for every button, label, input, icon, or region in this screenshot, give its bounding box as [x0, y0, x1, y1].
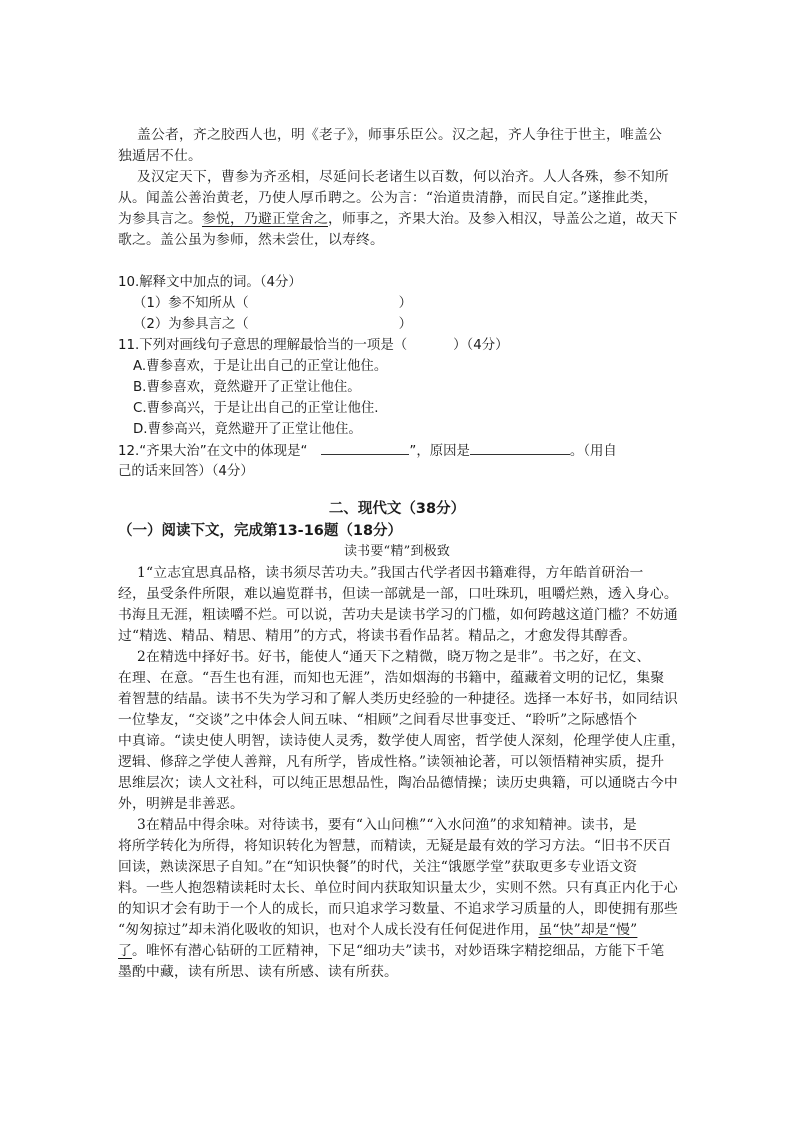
article-segment: “匆匆掠过”却未消化吸收的知识，也对个人成长没有任何促进作用，: [118, 922, 539, 938]
question-label: ”，原因是: [409, 444, 470, 459]
question-12: [118, 440, 617, 463]
question-label: （1）参不知所从（: [133, 296, 249, 311]
article-line: 书海且无涯，粗读嚼不烂。可以说，苦功夫是读书学习的门槛，如何跨越这道门槛？不妨通: [118, 607, 678, 623]
close-paren: ）: [398, 296, 413, 311]
question-11-title: [118, 335, 509, 357]
question-label: 。（用自: [569, 444, 617, 459]
article-line: 中真谛。“读史使人明智，读诗使人灵秀，数学使人周密，哲学使人深刻，伦理学使人庄重，: [118, 733, 686, 749]
article-line: 在理、在意。“吾生也有涯，而知也无涯”，浩如烟海的书籍中，蕴藏着文明的记忆，集聚: [118, 670, 665, 686]
classical-text-segment: ，师事之，齐果大治。及参入相汉，导盖公之道，故天下: [327, 211, 678, 227]
option-b: B.曹参喜欢，竟然避开了正堂让他住。: [133, 380, 361, 395]
question-10-title: 10.解释文中加点的词。（4分）: [118, 275, 302, 290]
classical-text-line: 及汉定天下，曹参为齐丞相，尽延问长老诸生以百数，何以治齐。人人各殊，参不知所: [137, 169, 669, 185]
underlined-sentence: 参悦，乃避正堂舍之: [201, 211, 328, 227]
article-line: 回读，熟读深思子自知。”在“知识快餐”的时代，关注“饿愿学堂”获取更多专业语文资: [118, 859, 638, 875]
article-line: 经，虽受条件所限，难以遍览群书，但读一部就是一部，口吐珠玑，咀嚼烂熟，透入身心。: [118, 586, 678, 602]
question-10-item-1: [133, 293, 412, 315]
classical-text-line: 盖公者，齐之胶西人也，明《老子》，师事乐臣公。汉之起，齐人争往于世主，唯盖公: [137, 127, 662, 143]
article-line: 2在精选中择好书。好书，能使人“通天下之精微，晓万物之是非”。书之好，在文、: [137, 649, 651, 665]
section-title: 二、现代文（38分）: [328, 501, 466, 517]
option-c: C.曹参高兴，于是让出自己的正堂让他住.: [133, 401, 379, 416]
article-line: 过“精选、精品、精思、精用”的方式，将读书看作品茗。精品之，才愈发得其醇香。: [118, 628, 637, 644]
article-line: 逻辑、修辞之学使人善辩，凡有所学，皆成性格。”读领袖论著，可以领悟精神实质，提升: [118, 754, 665, 770]
classical-text-line: 独遁居不仕。: [118, 148, 202, 164]
article-line: 思维层次；读人文社科，可以纯正思想品性，陶冶品德情操；读历史典籍，可以通晓古今中: [118, 775, 678, 791]
article-line: 墨酌中藏，读有所思、读有所感、读有所获。: [118, 964, 398, 980]
option-a: A.曹参喜欢，于是让出自己的正堂让他住。: [133, 359, 388, 374]
article-segment: 。唯怀有潜心钻研的工匠精神，下足“细功夫”读书，对妙语珠字精挖细品，方能下千笔: [132, 943, 665, 959]
close-paren: ）: [398, 317, 413, 332]
question-12-line-2: 己的话来回答）（4分）: [118, 464, 254, 479]
part-title: （一）阅读下文，完成第13-16题（18分）: [118, 523, 403, 539]
option-d: D.曹参高兴，竟然避开了正堂让他住。: [133, 422, 362, 437]
article-line: 外，明辨是非善恶。: [118, 796, 244, 812]
article-line: 1“立志宜思真品格，读书须尽苦功夫。”我国古代学者因书籍难得，方年皓首研治一: [137, 565, 644, 581]
article-title: 读书要“精”到极致: [343, 544, 451, 559]
article-line: 的知识才会有助于一个人的成长，而只追求学习数量、不追求学习质量的人，即使拥有那些: [118, 901, 678, 917]
underlined-sentence: 虽“快”却是“慢”: [538, 922, 638, 938]
answer-blank[interactable]: [470, 440, 570, 455]
article-line: [118, 919, 637, 941]
question-10-item-2: [133, 314, 412, 336]
classical-text-segment: 为参具言之。: [118, 211, 202, 227]
article-line: [118, 940, 664, 962]
classical-text-line: 从。闻盖公善治黄老，乃使人厚币聘之。公为言：“治道贵清静，而民自定。”遂推此类，: [118, 190, 658, 206]
classical-text-line: 歌之。盖公虽为参师，然未尝仕，以寿终。: [118, 232, 384, 248]
underlined-sentence: 了: [118, 943, 132, 959]
question-label: 11.下列对画线句子意思的理解最恰当的一项是（: [118, 338, 408, 353]
question-score: ）（4分）: [453, 338, 509, 353]
article-line: 将所学转化为所得，将知识转化为智慧，而精读，无疑是最有效的学习方法。“旧书不厌百: [118, 838, 672, 854]
article-line: 着智慧的结晶。读书不失为学习和了解人类历史经验的一种捷径。选择一本好书，如同结识: [118, 691, 678, 707]
article-line: 一位挚友，“交谈”之中体会人间五味、“相顾”之间看尽世事变迁、“聆听”之际感悟个: [118, 712, 638, 728]
question-label: 12.“齐果大治”在文中的体现是“: [118, 444, 308, 459]
article-line: 料。一些人抱怨精读耗时太长、单位时间内获取知识量太少，实则不然。只有真正内化于心: [118, 880, 678, 896]
answer-blank[interactable]: [321, 440, 409, 455]
article-line: 3在精品中得余味。对待读书，要有“入山问樵”“入水问渔”的求知精神。读书，是: [137, 817, 637, 833]
question-label: （2）为参具言之（: [133, 317, 249, 332]
classical-text-line: [118, 208, 678, 230]
